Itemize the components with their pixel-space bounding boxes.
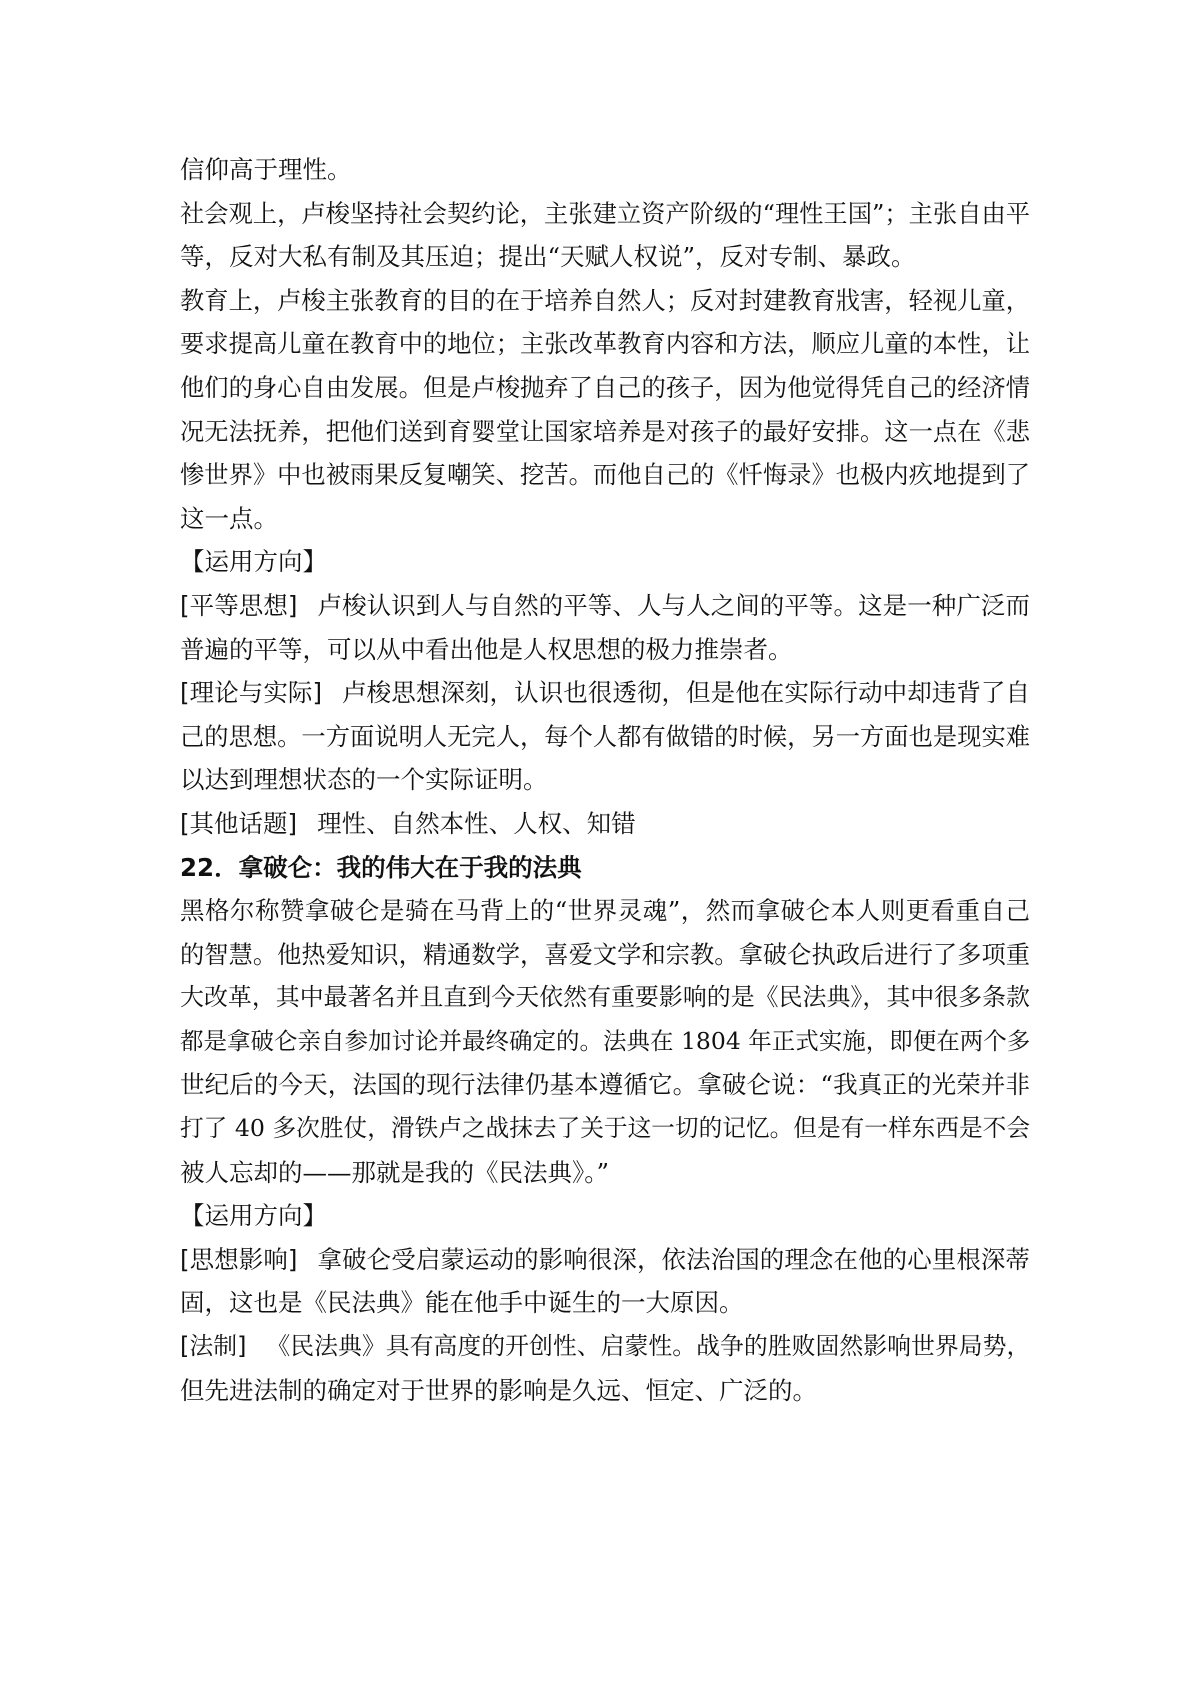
- topic-text: 拿破仑受启蒙运动的影响很深，依法治国的理念在他的心里根深蒂: [317, 1244, 1030, 1274]
- topic-text: 卢梭思想深刻，认识也很透彻，但是他在实际行动中却违背了自: [342, 678, 1030, 708]
- text-line: 己的思想。一方面说明人无完人，每个人都有做错的时候，另一方面也是现实难: [180, 721, 1030, 751]
- application-item-other-topics: [180, 802, 1030, 846]
- text-line: 固，这也是《民法典》能在他手中诞生的一大原因。: [180, 1288, 744, 1318]
- text-line: 要求提高儿童在教育中的地位；主张改革教育内容和方法，顺应儿童的本性，让: [180, 329, 1030, 359]
- text-line: 他们的身心自由发展。但是卢梭抛弃了自己的孩子，因为他觉得凭自己的经济情: [180, 372, 1030, 402]
- text-line: [180, 584, 1030, 628]
- text-line: 大改革，其中最著名并且直到今天依然有重要影响的是《民法典》，其中很多条款: [180, 983, 1030, 1012]
- text-line: 被人忘却的——那就是我的《民法典》。”: [180, 1157, 610, 1187]
- topic-text: 卢梭认识到人与自然的平等、人与人之间的平等。这是一种广泛而: [317, 590, 1030, 620]
- section-title-application-2: 【运用方向】: [180, 1201, 327, 1231]
- paragraph-social-view: [180, 192, 1030, 279]
- text-line: 信仰高于理性。: [180, 155, 352, 184]
- topic-tag: [思想影响]: [180, 1244, 298, 1274]
- section-title-application-1: 【运用方向】: [180, 547, 327, 577]
- text-line: 社会观上，卢梭坚持社会契约论，主张建立资产阶级的“理性王国”；主张自由平: [180, 198, 1030, 228]
- topic-text: 理性、自然本性、人权、知错: [317, 808, 636, 838]
- application-item-equality: [180, 584, 1030, 671]
- text-line: [180, 1238, 1030, 1282]
- paragraph-education: [180, 279, 1030, 541]
- topic-tag: [其他话题]: [180, 808, 298, 838]
- topic-tag: [法制]: [180, 1332, 247, 1361]
- text-line: [180, 802, 1030, 846]
- text-line: 况无法抚养，把他们送到育婴堂让国家培养是对孩子的最好安排。这一点在《悲: [180, 416, 1030, 446]
- text-line: [180, 1325, 1030, 1369]
- application-item-legal-system: [180, 1325, 1030, 1412]
- text-line: 等，反对大私有制及其压迫；提出“天赋人权说”，反对专制、暴政。: [180, 242, 916, 272]
- text-line: 世纪后的今天，法国的现行法律仍基本遵循它。拿破仑说：“我真正的光荣并非: [180, 1070, 1030, 1100]
- text-line: 这一点。: [180, 503, 278, 533]
- text-line: 以达到理想状态的一个实际证明。: [180, 765, 548, 795]
- paragraph-faith-reason: [180, 148, 1030, 192]
- text-line: 教育上，卢梭主张教育的目的在于培养自然人；反对封建教育戕害，轻视儿童，: [180, 285, 1030, 315]
- application-item-theory-practice: [180, 671, 1030, 802]
- topic-tag: [理论与实际]: [180, 678, 323, 708]
- topic-text: 《民法典》具有高度的开创性、启蒙性。战争的胜败固然影响世界局势，: [266, 1332, 1031, 1361]
- application-item-influence: [180, 1238, 1030, 1325]
- text-line: 黑格尔称赞拿破仑是骑在马背上的“世界灵魂”，然而拿破仑本人则更看重自己: [180, 896, 1030, 926]
- text-line: 但先进法制的确定对于世界的影响是久远、恒定、广泛的。: [180, 1375, 817, 1405]
- document-page: [180, 148, 1030, 1412]
- text-line: 的智慧。他热爱知识，精通数学，喜爱文学和宗教。拿破仑执政后进行了多项重: [180, 939, 1030, 969]
- text-line: 普遍的平等，可以从中看出他是人权思想的极力推崇者。: [180, 634, 793, 664]
- text-line: 都是拿破仑亲自参加讨论并最终确定的。法典在 1804 年正式实施，即便在两个多: [180, 1026, 1031, 1055]
- paragraph-napoleon: [180, 889, 1030, 1194]
- topic-tag: [平等思想]: [180, 590, 298, 620]
- heading-napoleon: 22．拿破仑：我的伟大在于我的法典: [180, 852, 582, 882]
- text-line: 打了 40 多次胜仗，滑铁卢之战抹去了关于这一切的记忆。但是有一样东西是不会: [180, 1114, 1030, 1143]
- text-line: [180, 671, 1030, 715]
- text-line: 惨世界》中也被雨果反复嘲笑、挖苦。而他自己的《忏悔录》也极内疚地提到了: [180, 460, 1030, 490]
